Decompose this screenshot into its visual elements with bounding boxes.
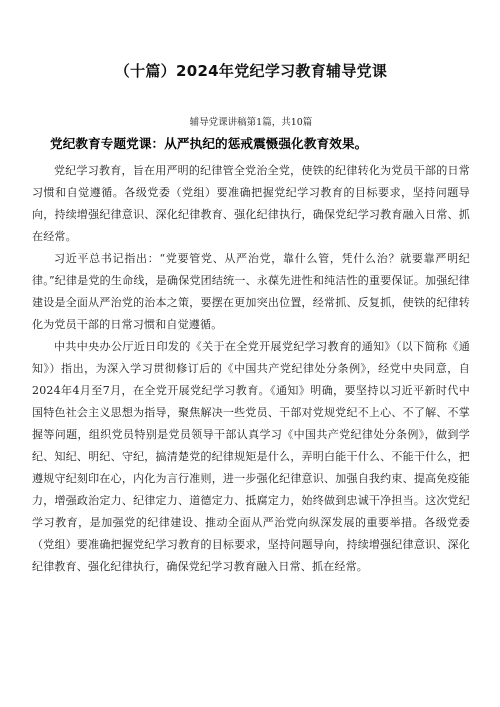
paragraph-3: 中共中央办公厅近日印发的《关于在全党开展党纪学习教育的通知》（以下简称《通知》）指出，为深入学习贯彻修订后的《中国共产党纪律处分条例》，经党中央同意，自2024年4月至7月，在全党开展党纪学习教育。《通知》明确，要坚持以习近平新时代中国特色社会主义思想为指导，聚焦解决一些党员、干部对党规党纪不上心、不了解、不掌握等问题，组织党员特别是党员领导干部认真学习《中国共产党纪律处分条例》，做到学纪、知纪、明纪、守纪，搞清楚党的纪律规矩是什么，弄明白能干什么、不能干什么，把遵规守纪刻印在心，内化为言行准则，进一步强化纪律意识、加强自我约束、提高免疫能力，增强政治定力、纪律定力、道德定力、抵腐定力，始终做到忠诚干净担当。这次党纪学习教育，是加强党的纪律建设、推动全面从严治党向纵深发展的重要举措。各级党委（党组）要准确把握党纪学习教育的目标要求，坚持问题导向，持续增强纪律意识、深化纪律教育、强化纪律执行，确保党纪学习教育融入日常、抓在经常。: [32, 340, 470, 573]
document-title: （十篇）2024年党纪学习教育辅导党课: [114, 62, 388, 80]
paragraph-1: 党纪学习教育，旨在用严明的纪律管全党治全党，使铁的纪律转化为党员干部的日常习惯和自觉遵循。各级党委（党组）要准确把握党纪学习教育的目标要求，坚持问题导向，持续增强纪律意识、深化纪律教育、强化纪律执行，确保党纪学习教育融入日常、抓在经常。: [32, 164, 470, 243]
paragraph-2: 习近平总书记指出：“党要管党、从严治党，靠什么管，凭什么治？就要靠严明纪律。”纪律是党的生命线，是确保党团结统一、永葆先进性和纯洁性的重要保证。加强纪律建设是全面从严治党的治本之策，要摆在更加突出位置，经常抓、反复抓，使铁的纪律转化为党员干部的日常习惯和自觉遵循。: [32, 252, 470, 331]
lecture-subheading: 辅导党课讲稿第1篇，共10篇: [189, 117, 313, 128]
body-text: [32, 160, 470, 578]
section-title: 党纪教育专题党课：从严执纪的惩戒震慑强化教育效果。: [50, 136, 368, 151]
